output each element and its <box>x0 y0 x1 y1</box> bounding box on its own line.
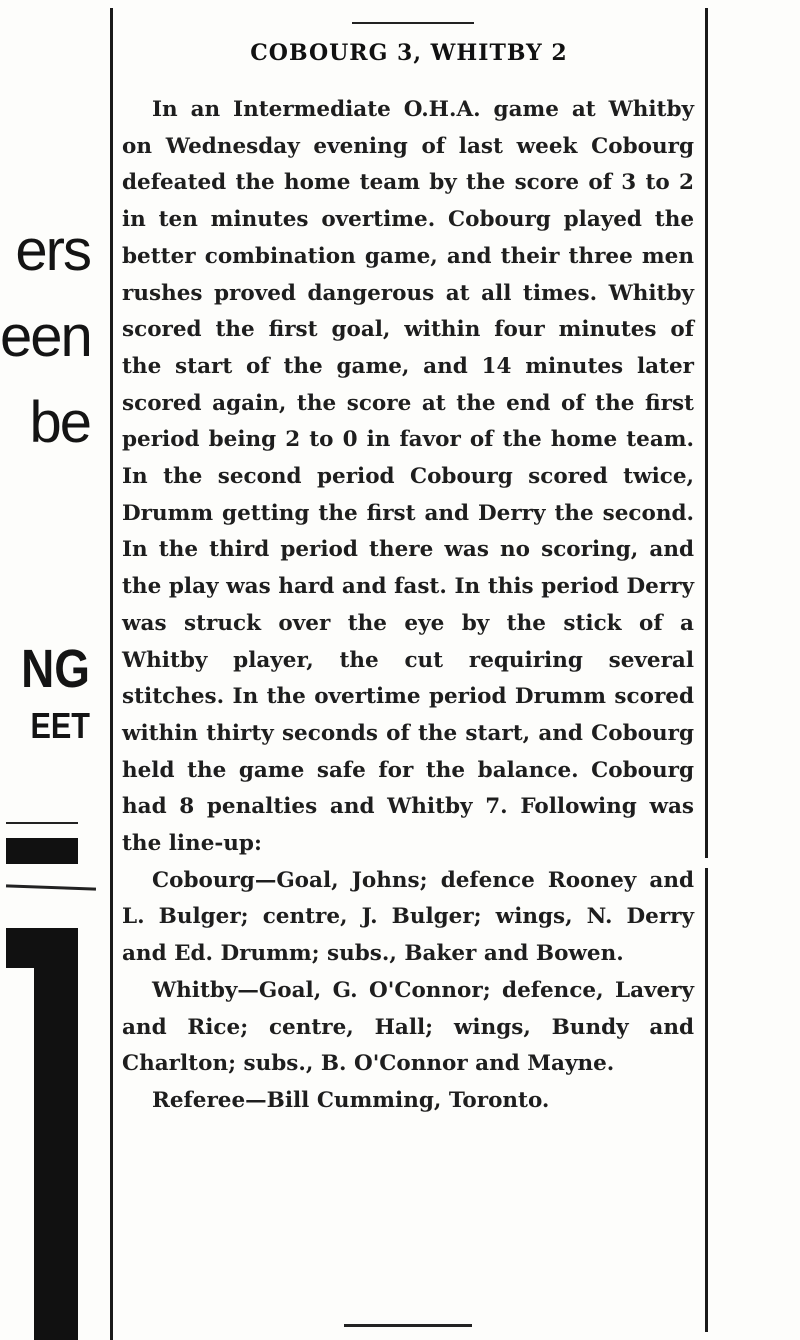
black-border <box>34 928 78 1340</box>
article-paragraph: In an Intermediate O.H.A. game at Whitby on Wednesday evening of last week Cobourg defeated the home team by the score of 3 to 2 in ten minutes overtime. Cobourg played the better combination game, and their three men rushes proved dangerous at all times. Whitby scored the first goal, within four minutes of the start of the game, and 14 minutes later scored again, the score at the end of the first period being 2 to 0 in favor of the home team. In the second period Cobourg scored twice, Drumm getting the first and Derry the second. In the third period there was no scoring, and the play was hard and fast. In this period Derry was struck over the eye by the stick of a Whitby player, the cut requiring several stitches. In the overtime period Drumm scored within thirty seconds of the start, and Cobourg held the game safe for the balance. Cobourg had 8 penalties and Whitby 7. Following was the line-up: <box>122 97 694 857</box>
fragment-text-1: ers <box>15 218 90 283</box>
column-rule-right <box>705 8 708 858</box>
column-rule-right-lower <box>705 868 708 1332</box>
article-paragraph: Referee—Bill Cumming, Toronto. <box>152 1087 550 1113</box>
bottom-rule <box>344 1324 472 1327</box>
black-bar <box>6 838 78 864</box>
article-paragraph: Cobourg—Goal, Johns; defence Rooney and L. Bulger; centre, J. Bulger; wings, N. Derry and Ed. Drumm; subs., Baker and Bowen. <box>122 867 694 967</box>
fragment-text-4: NG <box>21 639 90 699</box>
fragment-text-2: een <box>0 304 91 369</box>
article-body <box>122 92 694 1120</box>
article-paragraph: Whitby—Goal, G. O'Connor; defence, Lavery and Rice; centre, Hall; wings, Bundy and Charlton; subs., B. O'Connor and Mayne. <box>122 977 694 1077</box>
top-rule <box>352 22 474 24</box>
adjacent-column-fragment <box>0 0 108 1340</box>
divider-line <box>6 822 78 824</box>
fragment-text-3: be <box>29 390 90 455</box>
article <box>122 0 696 1340</box>
article-headline: COBOURG 3, WHITBY 2 <box>250 40 568 66</box>
column-rule-left <box>110 8 113 1340</box>
divider-line <box>6 884 96 890</box>
fragment-text-5: EET <box>30 705 91 746</box>
